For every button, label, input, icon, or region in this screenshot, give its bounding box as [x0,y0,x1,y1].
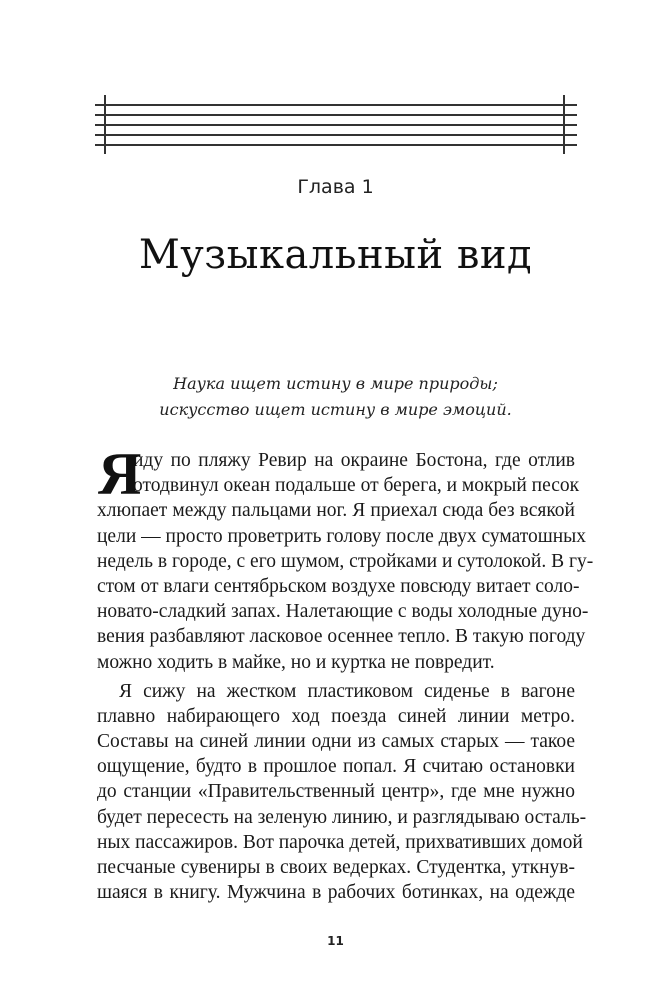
body-text [97,441,594,905]
chapter-label: Глава 1 [297,176,374,198]
text-line: новато-сладкий запах. Налетающие с воды холодные дуно- [97,601,589,623]
text-line: стом от влаги сентябрьском воздухе повсюду витает соло- [97,575,580,597]
text-line: до станции «Правительственный центр», где мне нужно [97,781,575,803]
text-line: Составы на синей линии одни из самых старых — такое [97,731,575,753]
text-line: иду по пляжу Ревир на окраине Бостона, где отлив [133,450,575,471]
text-line: песчаные сувениры в своих ведерках. Студентка, уткнув- [97,857,575,878]
text-line: вения разбавляют ласковое осеннее тепло. В такую погоду [97,626,586,648]
text-line: плавно набирающего ход поезда синей линии метро. [97,705,575,727]
text-line: шаяся в книгу. Мужчина в рабочих ботинках, на одежде [97,882,575,904]
text-line: можно ходить в майке, но и куртка не повредит. [97,651,495,673]
text-line: отодвинул океан подальше от берега, и мокрый песок [133,475,580,497]
drop-cap: Я [98,441,142,507]
text-line: будет пересесть на зеленую линию, и разглядываю осталь- [97,806,587,828]
chapter-title: Музыкальный вид [138,232,533,278]
text-line: хлюпает между пальцами ног. Я приехал сюда без всякой [97,500,575,522]
text-line: Я сижу на жестком пластиковом сиденье в вагоне [119,680,575,702]
page-number: 11 [327,934,344,948]
music-staff-ornament [95,95,577,155]
text-line: недель в городе, с его шумом, стройками и сутолокой. В гу- [97,550,594,572]
epigraph-line: Наука ищет истину в мире природы; [173,374,498,393]
text-line: цели — просто проветрить голову после двух суматошных [97,525,587,547]
text-line: ных пассажиров. Вот парочка детей, прихвативших домой [97,831,583,853]
epigraph-line: искусство ищет истину в мире эмоций. [159,400,512,419]
text-line: ощущение, будто в прошлое попал. Я считаю остановки [97,756,575,778]
